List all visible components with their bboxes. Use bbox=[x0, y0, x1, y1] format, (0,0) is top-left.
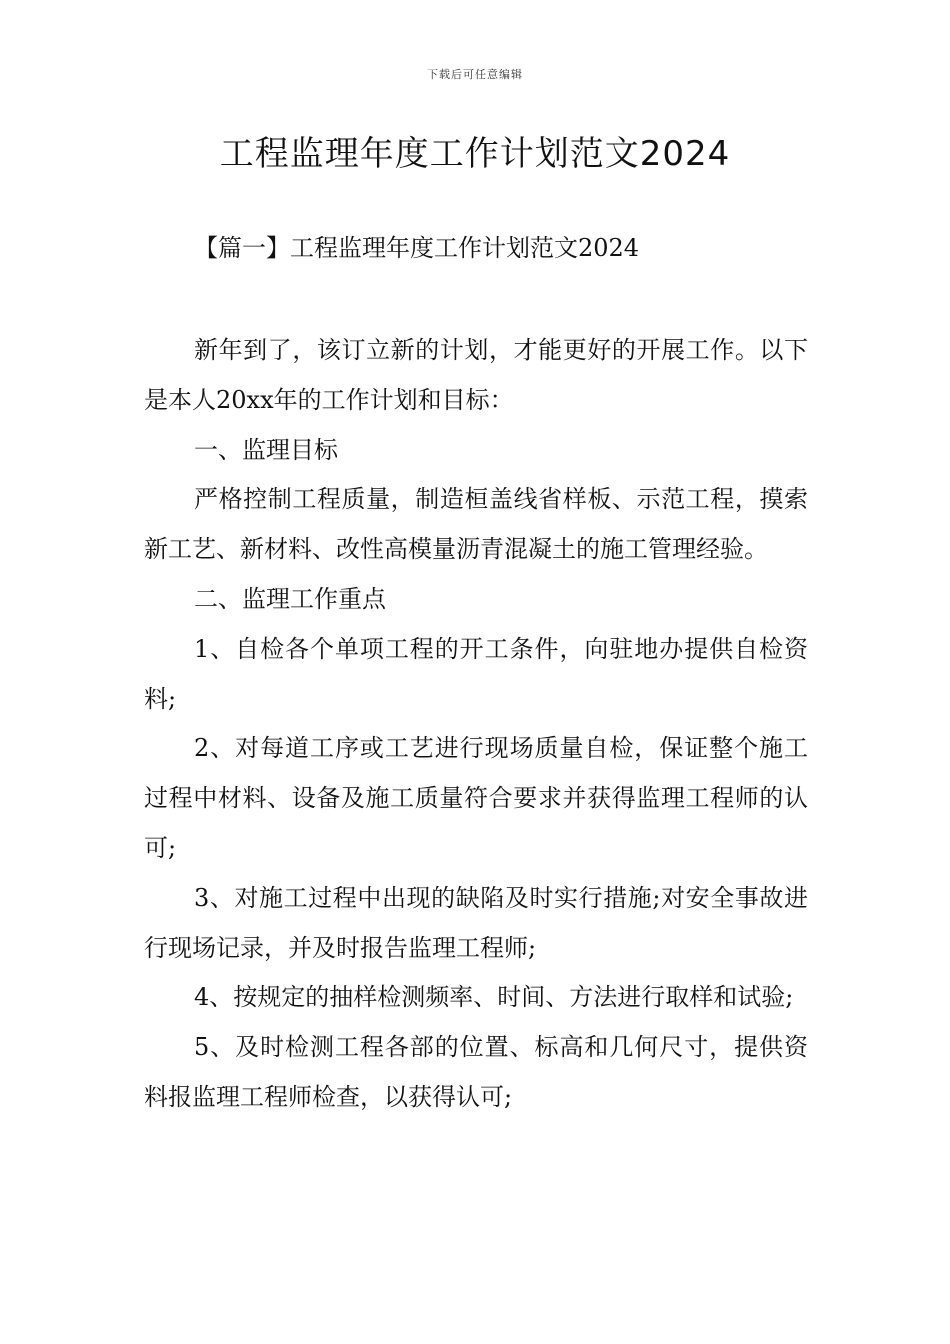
heading-supervision-goal: 一、监理目标 bbox=[194, 435, 338, 464]
list-item-5: 5、及时检测工程各部的位置、标高和几何尺寸，提供资料报监理工程师检查，以获得认可; bbox=[144, 1033, 808, 1111]
section-heading: 【篇一】工程监理年度工作计划范文2024 bbox=[194, 234, 640, 262]
document-body bbox=[144, 326, 808, 1123]
heading-supervision-focus: 二、监理工作重点 bbox=[194, 584, 386, 613]
page-header-note: 下载后可任意编辑 bbox=[427, 68, 523, 81]
list-item-2: 2、对每道工序或工艺进行现场质量自检，保证整个施工过程中材料、设备及施工质量符合要求并获得监理工程师的认可; bbox=[144, 734, 808, 862]
list-item-4: 4、按规定的抽样检测频率、时间、方法进行取样和试验; bbox=[194, 983, 794, 1012]
document-title: 工程监理年度工作计划范文2024 bbox=[219, 134, 731, 174]
list-item-3: 3、对施工过程中出现的缺陷及时实行措施;对安全事故进行现场记录，并及时报告监理工程师; bbox=[144, 883, 808, 962]
paragraph-goal: 严格控制工程质量，制造桓盖线省样板、示范工程，摸索新工艺、新材料、改性高模量沥青混凝土的施工管理经验。 bbox=[144, 485, 808, 564]
paragraph-intro: 新年到了，该订立新的计划，才能更好的开展工作。以下是本人20xx年的工作计划和目标： bbox=[144, 336, 808, 414]
list-item-1: 1、自检各个单项工程的开工条件，向驻地办提供自检资料; bbox=[144, 634, 808, 713]
